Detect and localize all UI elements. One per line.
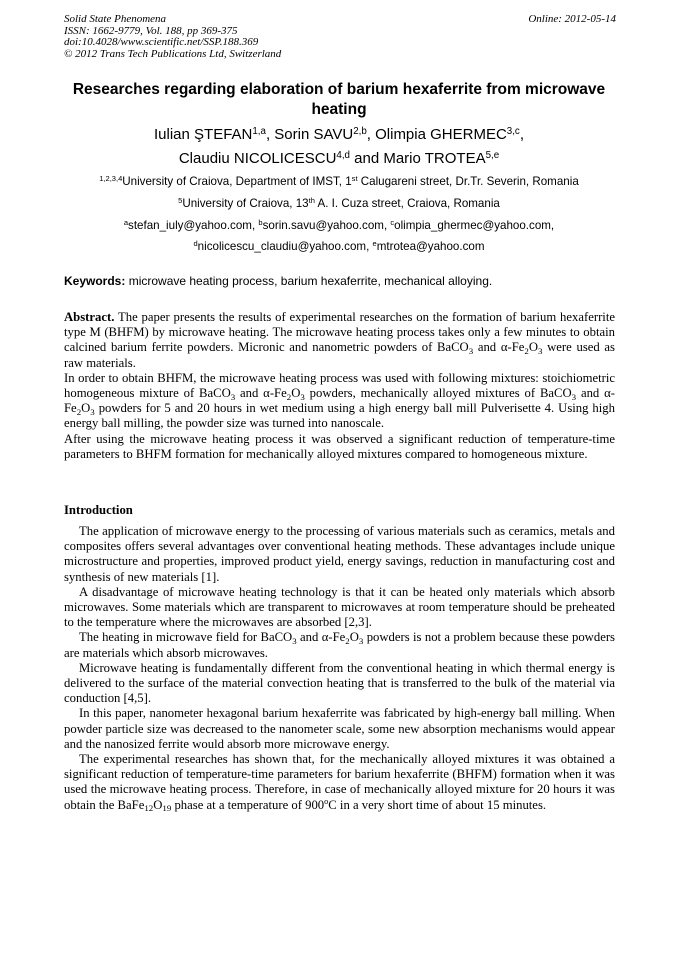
email-link[interactable]: stefan_iuly@yahoo.com [128,219,252,232]
online-date: Online: 2012-05-14 [528,13,616,25]
email-link[interactable]: mtrotea@yahoo.com [376,240,485,253]
intro-paragraph: A disadvantage of microwave heating technology is that it can be heated only materials which absorb microwaves. Some materials which are transparent to microwaves at room temperature should be preheated to the temperature where the microwaves are absorbed [2,3]. [64,584,615,630]
intro-paragraph: The experimental researches has shown that, for the mechanically alloyed mixtures it was obtained a significant reduction of temperature-time parameters for barium hexaferrite (BHFM) formation when it was used the microwave heating process. Therefore, in case of mechanically alloyed mixture for 20 hours it was obtain the $BaFe_{12}O_{19}$ phase at a temperature of 900$^o$C in a very short time of about 15 minutes. [64,752,615,814]
intro-paragraph: In this paper, nanometer hexagonal barium hexaferrite was fabricated by high-energy ball milling. When powder particle size was decreased to the nanometer scale, some new absorption mechanisms would appear and the nanosized ferrite would absorb more microwave energy. [64,706,615,751]
email-link[interactable]: sorin.savu@yahoo.com [262,219,384,232]
introduction-body [64,524,615,813]
journal-name: Solid State Phenomena [64,13,167,25]
author: Olimpia GHERMEC [375,126,507,143]
author-sup: 3,c [506,125,520,137]
affiliation-2: $^5$University of Craiova, 13th A. I. Cuza street, Craiova, Romania [178,195,500,210]
affiliation-1: $^{1,2,3,4}$University of Craiova, Department of IMST, 1st Calugareni street, Dr.Tr. Severin, Romania [99,173,579,188]
doi: doi:10.4028/www.scientific.net/SSP.188.369 [64,36,259,48]
abstract-paragraph: After using the microwave heating process it was observed a significant reduction of temperature-time parameters to BHFM formation for mechanically alloyed mixtures compared to homogeneous mixture. [64,431,615,461]
section-heading-introduction: Introduction [64,503,133,517]
journal-header [64,14,616,60]
keywords [64,274,616,288]
intro-paragraph: Microwave heating is fundamentally different from the conventional heating in which thermal energy is delivered to the surface of the material convection heating that is transferred to the bulk of the material via conduction [4,5]. [64,660,615,706]
author-sup: 1,a [252,125,266,137]
email-link[interactable]: olimpia_ghermec@yahoo.com [394,219,551,232]
keywords-text: microwave heating process, barium hexaferrite, mechanical alloying. [128,274,493,288]
abstract-label: Abstract. [64,310,115,324]
author-line-2: Claudiu NICOLICESCU$^{4,d}$ and Mario TROTEA$^{5,e}$ [178,149,500,167]
abstract-paragraph: In order to obtain BHFM, the microwave heating process was used with following mixtures: stoichiometric homogeneous mixture of BaCO$_3$ and $\alpha-Fe_2O_3$ powders, mechanically alloyed mixtures of BaCO$_3$ and $\alpha-Fe_2O_3$ powders for 5 and 20 hours in wet medium using a high energy ball mill Pulverisette 4. Using high energy ball milling, the powder size was turned into nanoscale. [64,370,615,431]
author-line-1: Iulian ŞTEFAN$^{1,a}$, Sorin SAVU$^{2,b}$, Olimpia GHERMEC$^{3,c}$, [154,125,524,143]
intro-paragraph: The application of microwave energy to the processing of various materials such as ceramics, metals and composites offers several advantages over conventional heating methods. These advantages include unique microstructure and properties, improved product yield, energy savings, reduction in manufacturing cost and synthesis of new materials [1]. [64,524,615,584]
author: Sorin SAVU [274,126,354,143]
paper-title: Researches regarding elaboration of barium hexaferrite from microwave heating [72,81,606,118]
author: Claudiu NICOLICESCU [178,150,337,167]
abstract [64,310,615,462]
copyright: © 2012 Trans Tech Publications Ltd, Switzerland [64,47,282,60]
author-sup: 5,e [485,149,500,161]
author-sup: 2,b [353,125,367,137]
abstract-paragraph: Abstract. The paper presents the results of experimental researches on the formation of barium hexaferrite type M (BHFM) by microwave heating. The microwave heating process takes only a few minutes to obtain calcined barium ferrite powders. Micronic and nanometric powders of BaCO$_3$ and $\alpha-Fe_2O_3$ were used as raw materials. [64,310,615,370]
keywords-label: Keywords: [64,274,126,288]
email-line-1: $^a$stefan_iuly@yahoo.com, $^b$sorin.savu@yahoo.com, $^c$olimpia_ghermec@yahoo.com, [123,217,555,232]
email-link[interactable]: nicolicescu_claudiu@yahoo.com [197,240,367,253]
intro-paragraph: The heating in microwave field for BaCO$_3$ and $\alpha-Fe_2O_3$ powders is not a problem because these powders are materials which absorb microwaves. [64,630,615,660]
author-sup: 4,d [336,149,350,161]
issn: ISSN: 1662-9779, Vol. 188, pp 369-375 [64,24,238,37]
author-list [60,123,618,171]
author: Mario TROTEA [383,150,486,167]
email-line-2: $^d$nicolicescu_claudiu@yahoo.com, $^e$mtrotea@yahoo.com [193,238,485,253]
author: Iulian ŞTEFAN [154,126,253,143]
